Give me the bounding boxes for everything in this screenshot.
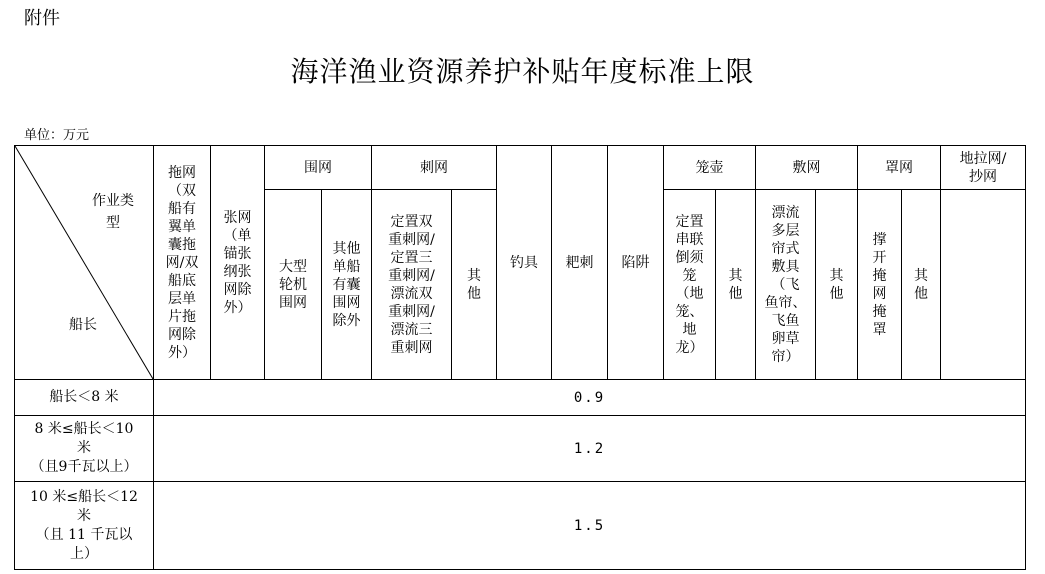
header-dip-drift: 漂流 多层 帘式 敷具 （飞 鱼帘、 飞鱼 卵草 帘） — [756, 190, 816, 380]
header-cover-open: 撑 开 掩 网 掩 罩 — [858, 190, 902, 380]
header-trap: 陷阱 — [608, 146, 664, 380]
header-gillnet-fixed: 定置双 重刺网/ 定置三 重刺网/ 漂流双 重刺网/ 漂流三 重刺网 — [372, 190, 452, 380]
row-value: 0.9 — [154, 380, 1026, 416]
header-beach-seine: 地拉网/ 抄网 — [941, 146, 1026, 190]
header-seine-group: 围网 — [265, 146, 372, 190]
subsidy-standards-table — [14, 145, 1026, 570]
row-length-label: 船长＜8 米 — [15, 380, 154, 416]
header-gillnet-group: 刺网 — [372, 146, 497, 190]
table-row — [15, 482, 1026, 570]
header-dip-group: 敷网 — [756, 146, 858, 190]
row-length-label: 10 米≤船长＜12 米 （且 11 千瓦以 上） — [15, 482, 154, 570]
header-cover-other: 其 他 — [902, 190, 941, 380]
row-value: 1.5 — [154, 482, 1026, 570]
attachment-label: 附件 — [24, 8, 60, 29]
table-row — [15, 380, 1026, 416]
corner-operation-type: 作业类 型 — [92, 193, 134, 231]
page-title: 海洋渔业资源养护补贴年度标准上限 — [290, 55, 755, 88]
header-dip-other: 其 他 — [816, 190, 858, 380]
corner-vessel-length: 船长 — [69, 317, 97, 333]
header-trawl: 拖网 （双 船有 翼单 囊拖 网/双 船底 层单 片拖 网除 外） — [154, 146, 211, 380]
header-pot-group: 笼壶 — [664, 146, 756, 190]
unit-label: 单位：万元 — [24, 128, 90, 143]
table-row — [15, 416, 1026, 482]
header-seine-other: 其他 单船 有囊 围网 除外 — [322, 190, 372, 380]
row-value: 1.2 — [154, 416, 1026, 482]
row-length-label: 8 米≤船长＜10 米 （且9千瓦以上） — [15, 416, 154, 482]
header-gillnet-other: 其 他 — [452, 190, 497, 380]
header-seine-large: 大型 轮机 围网 — [265, 190, 322, 380]
header-corner-cell — [15, 146, 154, 380]
header-empty — [941, 190, 1026, 380]
header-pot-other: 其 他 — [716, 190, 756, 380]
header-pot-fixed: 定置 串联 倒须 笼 （地 笼、 地 龙） — [664, 190, 716, 380]
diagonal-line — [15, 146, 153, 379]
header-hook: 钓具 — [497, 146, 552, 380]
header-cover-group: 罩网 — [858, 146, 941, 190]
header-harpoon: 耙刺 — [552, 146, 608, 380]
header-stow-net: 张网 （单 锚张 纲张 网除 外） — [211, 146, 265, 380]
